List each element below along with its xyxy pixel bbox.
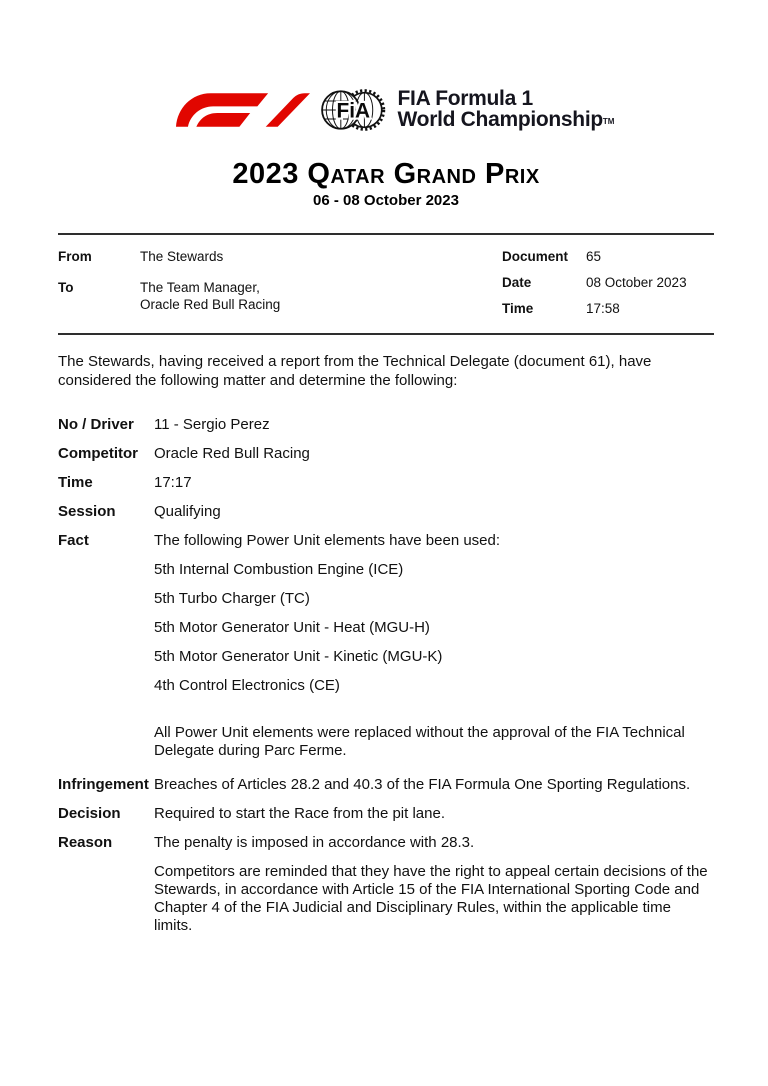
event-title: 2023 Qatar Grand Prix	[232, 158, 540, 190]
field-row-decision	[58, 805, 714, 823]
fact-line: The following Power Unit elements have been used:	[154, 532, 501, 549]
fact-line: 4th Control Electronics (CE)	[154, 677, 340, 694]
wordmark-line2: World ChampionshipTM	[397, 108, 615, 131]
fact-label: Fact	[58, 532, 89, 549]
to-value-line2: Oracle Red Bull Racing	[140, 297, 281, 312]
date-value: 08 October 2023	[586, 275, 687, 290]
fact-value	[154, 532, 710, 760]
field-row-reason	[58, 834, 714, 935]
field-row-session	[58, 503, 714, 521]
event-dates: 06 - 08 October 2023	[313, 192, 459, 209]
to-value-line1: The Team Manager,	[140, 280, 260, 295]
competitor-value: Oracle Red Bull Racing	[154, 445, 310, 462]
reason-label: Reason	[58, 834, 113, 851]
fact-line: 5th Motor Generator Unit - Heat (MGU-H)	[154, 619, 430, 636]
time-label: Time	[502, 301, 534, 316]
time-value: 17:58	[586, 301, 620, 316]
trademark-symbol: TM	[602, 117, 615, 126]
decision-fields	[58, 416, 714, 935]
fia-wordmark	[398, 88, 615, 132]
document-number-label: Document	[502, 249, 569, 264]
wordmark-line1: FIA Formula 1	[397, 87, 533, 110]
meta-right-column	[502, 248, 714, 317]
field-row-no-driver	[58, 416, 714, 434]
no-driver-label: No / Driver	[58, 416, 134, 433]
field-row-fact	[58, 532, 714, 760]
fact-line: 5th Motor Generator Unit - Kinetic (MGU-K)	[154, 648, 443, 665]
time-field-value: 17:17	[154, 474, 192, 491]
reason-paragraph: Competitors are reminded that they have the right to appeal certain decisions of the Stewards, in accordance with Article 15 of the FIA International Sporting Code and Chapter 4 of the FIA Judicial and Disciplinary Rules, within the applicable time limits.	[154, 863, 708, 934]
fact-line: 5th Internal Combustion Engine (ICE)	[154, 561, 404, 578]
fact-line: 5th Turbo Charger (TC)	[154, 590, 310, 607]
f1-logo-icon	[176, 87, 310, 133]
reason-line: The penalty is imposed in accordance with 28.3.	[154, 834, 475, 851]
meta-left-column	[58, 248, 502, 317]
from-value: The Stewards	[140, 249, 224, 264]
fia-globe-gear-icon	[320, 78, 388, 142]
date-label: Date	[502, 275, 532, 290]
reason-value	[154, 834, 710, 935]
field-row-time	[58, 474, 714, 492]
infringement-value: Breaches of Articles 28.2 and 40.3 of the FIA Formula One Sporting Regulations.	[154, 776, 691, 793]
competitor-label: Competitor	[58, 445, 138, 462]
title-block	[58, 158, 714, 209]
field-row-infringement	[58, 776, 714, 794]
no-driver-value: 11 - Sergio Perez	[154, 416, 270, 433]
intro-paragraph: The Stewards, having received a report from the Technical Delegate (document 61), have considered the following matter and determine the following:	[58, 353, 652, 389]
from-label: From	[58, 249, 92, 264]
to-label: To	[58, 280, 74, 295]
document-meta-table	[58, 233, 714, 335]
document-number-value: 65	[586, 249, 602, 264]
decision-label: Decision	[58, 805, 121, 822]
fia-emblem-letters: FiA	[336, 99, 370, 123]
brand-header	[58, 78, 732, 142]
decision-value: Required to start the Race from the pit lane.	[154, 805, 445, 822]
fact-paragraph: All Power Unit elements were replaced without the approval of the FIA Technical Delegate during Parc Ferme.	[154, 724, 685, 759]
time-field-label: Time	[58, 474, 93, 491]
session-value: Qualifying	[154, 503, 221, 520]
to-value	[140, 279, 502, 313]
infringement-label: Infringement	[58, 776, 149, 793]
field-row-competitor	[58, 445, 714, 463]
session-label: Session	[58, 503, 116, 520]
